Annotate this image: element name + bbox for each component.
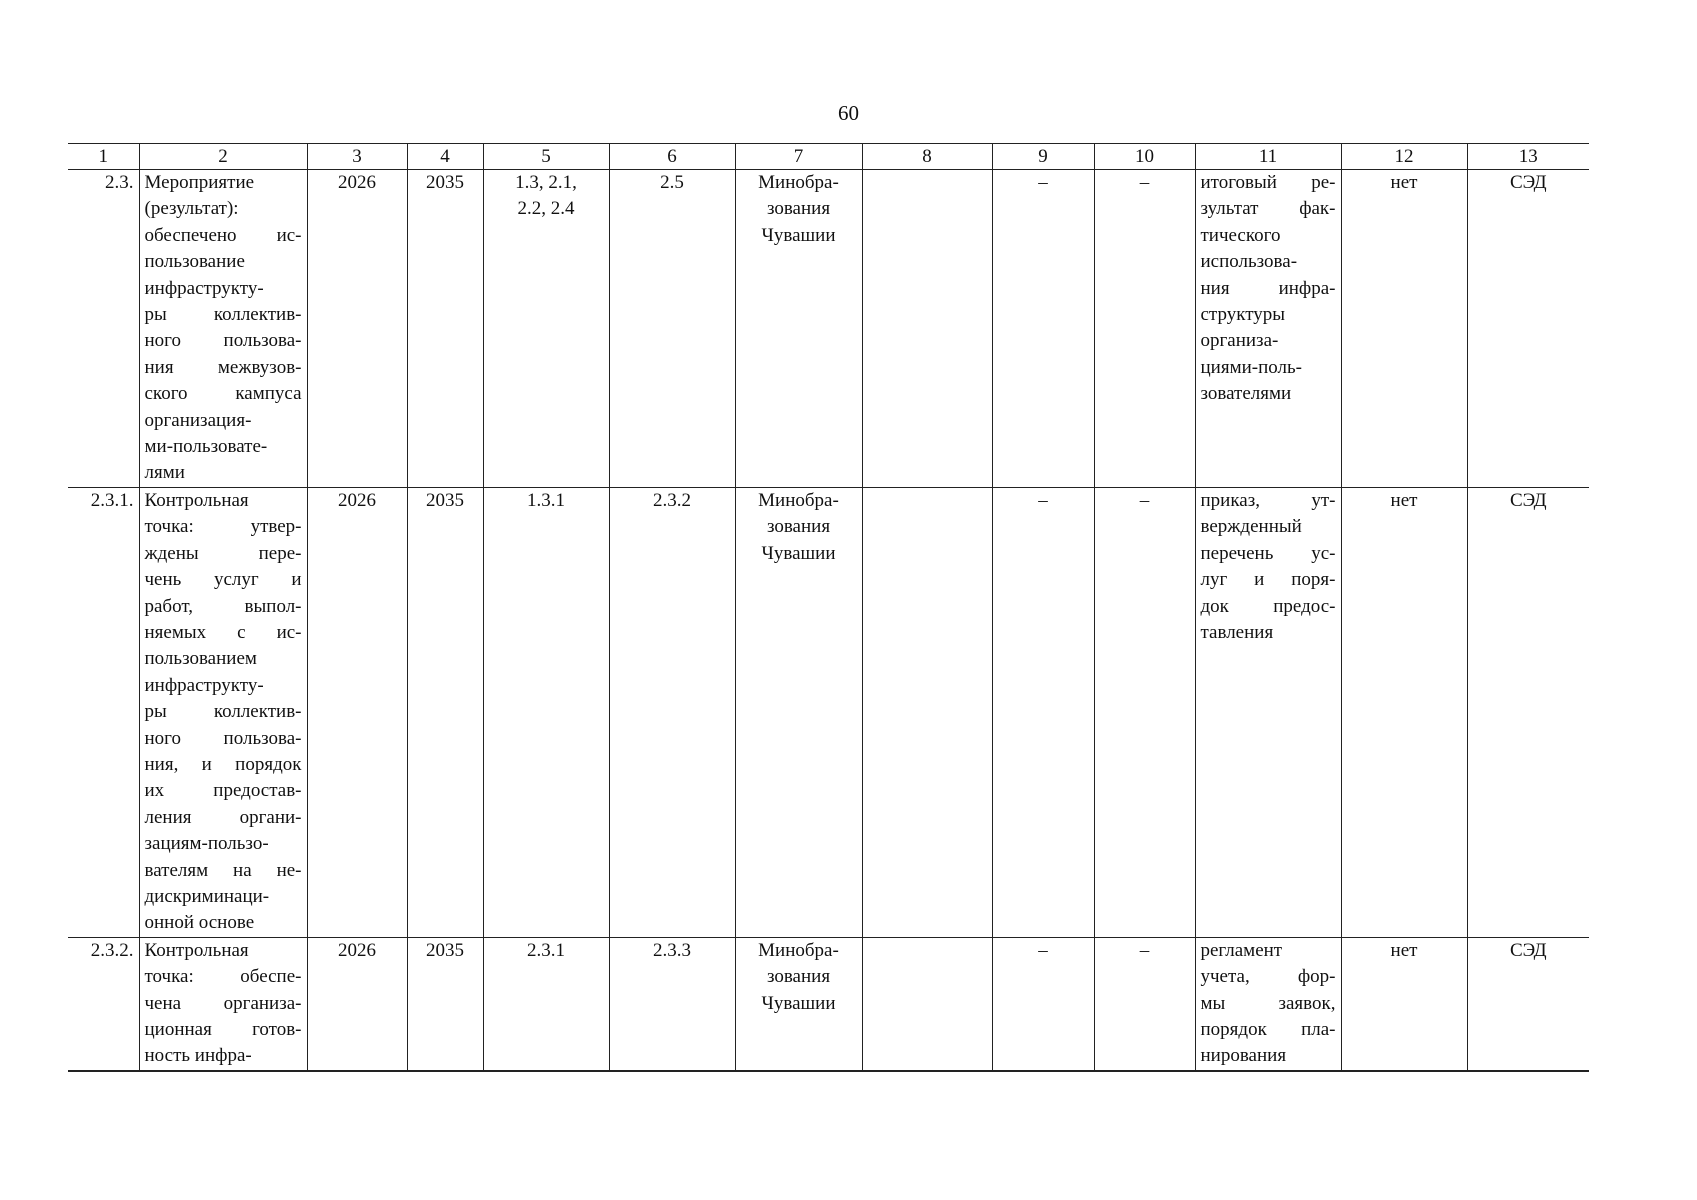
cell-line: зования <box>766 966 831 988</box>
cell-line: луг и поря- <box>1200 569 1336 591</box>
cell-col9: – <box>992 170 1094 488</box>
cell-end-year: 2035 <box>407 937 483 1071</box>
cell-number: 2.3. <box>68 170 139 488</box>
cell-line: итоговый ре- <box>1200 172 1336 193</box>
cell-line: ждены пере- <box>144 542 302 564</box>
cell-line: точка: обеспе- <box>144 966 302 988</box>
header-cell: 10 <box>1094 144 1195 170</box>
cell-line: Минобра- <box>758 489 839 511</box>
cell-line: вержденный <box>1200 516 1302 538</box>
cell-description <box>139 487 307 937</box>
cell-line: нирования <box>1200 1045 1287 1067</box>
cell-document <box>1195 487 1341 937</box>
cell-number: 2.3.1. <box>68 487 139 937</box>
cell-line: пользованием <box>144 648 257 670</box>
cell-line: Контрольная <box>144 489 249 511</box>
cell-line: структуры <box>1200 304 1286 326</box>
cell-line: инфраструкту- <box>144 277 264 299</box>
cell-responsible <box>735 937 862 1071</box>
header-cell: 13 <box>1467 144 1589 170</box>
cell-line: ного пользова- <box>144 727 302 749</box>
cell-line: няемых с ис- <box>144 621 302 643</box>
cell-col9: – <box>992 487 1094 937</box>
cell-line: Минобра- <box>758 939 839 961</box>
cell-line: ского кампуса <box>144 383 302 405</box>
cell-line: ного пользова- <box>144 330 302 352</box>
cell-line: ления органи- <box>144 806 302 828</box>
cell-line: инфраструкту- <box>144 674 264 696</box>
cell-line: ния инфра- <box>1200 277 1336 299</box>
header-cell: 5 <box>483 144 609 170</box>
cell-start-year: 2026 <box>307 170 407 488</box>
cell-line: использова- <box>1200 251 1298 273</box>
cell-line: лями <box>144 462 185 484</box>
cell-line: тавления <box>1200 621 1274 643</box>
cell-predecessors <box>483 487 609 937</box>
cell-col12: нет <box>1341 937 1467 1071</box>
table-row <box>68 170 1589 488</box>
header-cell: 7 <box>735 144 862 170</box>
cell-line: ры коллектив- <box>144 701 302 723</box>
cell-line: Контрольная <box>144 939 249 961</box>
cell-successors: 2.5 <box>609 170 735 488</box>
cell-system: СЭД <box>1467 487 1589 937</box>
header-cell: 11 <box>1195 144 1341 170</box>
cell-line: 1.3, 2.1, <box>515 172 577 193</box>
cell-line: зультат фак- <box>1200 198 1336 220</box>
header-cell: 3 <box>307 144 407 170</box>
cell-line: вателям на не- <box>144 859 302 881</box>
cell-line: ния, и порядок <box>144 753 302 775</box>
cell-end-year: 2035 <box>407 487 483 937</box>
cell-col9: – <box>992 937 1094 1071</box>
cell-document <box>1195 937 1341 1071</box>
page-number: 60 <box>838 101 859 125</box>
cell-line: 1.3.1 <box>527 489 565 511</box>
cell-document <box>1195 170 1341 488</box>
cell-line: организация- <box>144 409 252 431</box>
cell-predecessors <box>483 937 609 1071</box>
cell-line: 2.2, 2.4 <box>517 198 575 220</box>
cell-line: Минобра- <box>758 172 839 193</box>
cell-col10: – <box>1094 937 1195 1071</box>
cell-line: ния межвузов- <box>144 356 302 378</box>
header-cell: 9 <box>992 144 1094 170</box>
cell-successors: 2.3.3 <box>609 937 735 1071</box>
cell-line: ность инфра- <box>144 1045 252 1067</box>
cell-col8 <box>862 487 992 937</box>
cell-col12: нет <box>1341 170 1467 488</box>
cell-col12: нет <box>1341 487 1467 937</box>
cell-start-year: 2026 <box>307 937 407 1071</box>
cell-successors: 2.3.2 <box>609 487 735 937</box>
cell-line: учета, фор- <box>1200 966 1336 988</box>
cell-line: (результат): <box>144 198 239 220</box>
cell-line: Чувашии <box>761 542 836 564</box>
header-cell: 4 <box>407 144 483 170</box>
cell-line: работ, выпол- <box>144 595 302 617</box>
cell-line: зования <box>766 516 831 538</box>
cell-line: онной основе <box>144 912 255 934</box>
table-header-row <box>68 144 1589 170</box>
cell-start-year: 2026 <box>307 487 407 937</box>
cell-description <box>139 937 307 1071</box>
header-cell: 8 <box>862 144 992 170</box>
header-cell: 2 <box>139 144 307 170</box>
cell-line: ционная готов- <box>144 1019 302 1040</box>
cell-line: порядок пла- <box>1200 1019 1336 1040</box>
cell-line: приказ, ут- <box>1200 489 1336 511</box>
cell-system: СЭД <box>1467 937 1589 1071</box>
cell-predecessors <box>483 170 609 488</box>
cell-system: СЭД <box>1467 170 1589 488</box>
cell-responsible <box>735 170 862 488</box>
cell-line: организа- <box>1200 330 1279 352</box>
cell-line: ми-пользовате- <box>144 436 268 458</box>
cell-col8 <box>862 170 992 488</box>
header-cell: 1 <box>68 144 139 170</box>
document-table <box>68 143 1589 1072</box>
cell-line: точка: утвер- <box>144 516 302 538</box>
cell-end-year: 2035 <box>407 170 483 488</box>
cell-line: чень услуг и <box>144 569 302 591</box>
cell-line: Чувашии <box>761 992 836 1014</box>
cell-line: Чувашии <box>761 224 836 246</box>
cell-line: чена организа- <box>144 992 302 1014</box>
cell-description <box>139 170 307 488</box>
cell-line: зования <box>766 198 831 220</box>
cell-line: док предос- <box>1200 595 1336 617</box>
cell-line: мы заявок, <box>1200 992 1336 1014</box>
cell-line: Мероприятие <box>144 172 255 193</box>
cell-line: ры коллектив- <box>144 304 302 326</box>
cell-line: их предостав- <box>144 780 302 802</box>
header-cell: 6 <box>609 144 735 170</box>
cell-line: пользование <box>144 251 245 273</box>
cell-col10: – <box>1094 487 1195 937</box>
cell-line: зациям-пользо- <box>144 833 269 855</box>
cell-line: 2.3.1 <box>527 939 565 961</box>
cell-line: дискриминаци- <box>144 885 270 907</box>
cell-line: регламент <box>1200 939 1283 961</box>
cell-number: 2.3.2. <box>68 937 139 1071</box>
table-row <box>68 937 1589 1071</box>
table-row <box>68 487 1589 937</box>
cell-col10: – <box>1094 170 1195 488</box>
cell-responsible <box>735 487 862 937</box>
cell-line: тического <box>1200 224 1281 246</box>
cell-col8 <box>862 937 992 1071</box>
cell-line: обеспечено ис- <box>144 224 302 246</box>
cell-line: зователями <box>1200 383 1292 405</box>
cell-line: циями-поль- <box>1200 356 1302 378</box>
header-cell: 12 <box>1341 144 1467 170</box>
cell-line: перечень ус- <box>1200 542 1336 564</box>
